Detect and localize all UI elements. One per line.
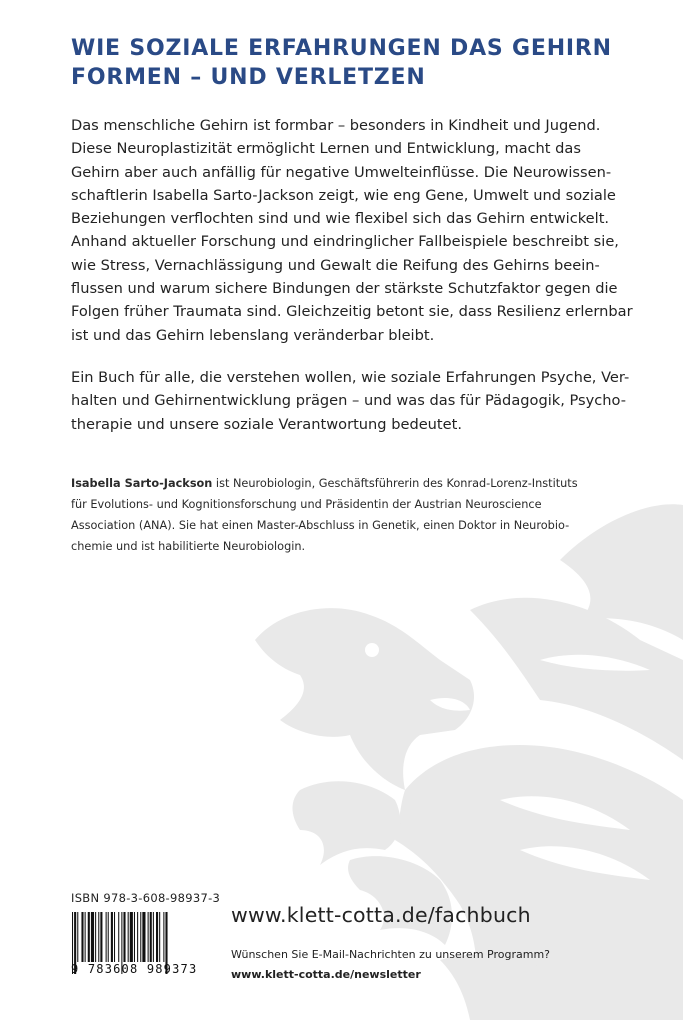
barcode-bar	[88, 912, 90, 962]
description-paragraph-1	[71, 114, 633, 347]
bio-line-1	[71, 473, 611, 494]
text-line: Folgen früher Traumata sind. Gleichzeitig betont sie, dass Resilienz erlernbar	[71, 303, 633, 321]
barcode-bar	[111, 912, 113, 962]
author-name: Isabella Sarto-Jackson	[71, 477, 213, 490]
barcode-bar	[134, 912, 135, 962]
barcode-bar	[91, 912, 94, 962]
barcode-bar	[156, 912, 158, 962]
barcode-bar	[118, 912, 119, 962]
barcode-bar	[150, 912, 152, 962]
text-line: Beziehungen verflochten sind und wie flexibel sich das Gehirn entwickelt.	[71, 210, 610, 228]
barcode-bar	[123, 912, 125, 962]
text-line: flussen und warum sichere Bindungen der stärkste Schutzfaktor gegen die	[71, 280, 618, 298]
bio-line: Association (ANA). Sie hat einen Master-Abschluss in Genetik, einen Doktor in Neurobio-	[71, 519, 570, 532]
barcode-bar	[159, 912, 160, 962]
barcode-bar	[153, 912, 154, 962]
text-line: halten und Gehirnentwicklung prägen – und was das für Pädagogik, Psycho-	[71, 392, 627, 410]
barcode-bar	[106, 912, 107, 962]
text-line: schaftlerin Isabella Sarto-Jackson zeigt, wie eng Gene, Umwelt und soziale	[71, 186, 616, 204]
barcode-bar	[114, 912, 115, 962]
barcode-bar	[95, 912, 96, 962]
text-line: wie Stress, Vernachlässigung und Gewalt die Reifung des Gehirns beein-	[71, 256, 600, 274]
barcode-bar	[137, 912, 138, 962]
text-line: Ein Buch für alle, die verstehen wollen, wie soziale Erfahrungen Psyche, Ver-	[71, 369, 630, 386]
isbn-label: ISBN 978-3-608-98937-3	[71, 891, 221, 905]
description-paragraph-2	[71, 366, 630, 436]
newsletter-prompt: Wünschen Sie E-Mail-Nachrichten zu unserem Programm?	[231, 948, 550, 961]
newsletter-url[interactable]: www.klett-cotta.de/newsletter	[231, 968, 421, 981]
barcode-bar	[142, 912, 145, 962]
text-line: therapie und unsere soziale Verantwortung bedeutet.	[71, 415, 462, 433]
publisher-url[interactable]: www.klett-cotta.de/fachbuch	[231, 903, 531, 927]
barcode-bar	[77, 912, 78, 962]
barcode-bar	[100, 912, 102, 962]
barcode-digits: 9 783608 989373	[71, 962, 198, 976]
text-line: Diese Neuroplastizität ermöglicht Lernen und Entwicklung, macht das	[71, 140, 581, 158]
bio-line: für Evolutions- und Kognitionsforschung und Präsidentin der Austrian Neuroscience	[71, 498, 542, 511]
barcode-bar	[128, 912, 129, 962]
barcode-bar	[85, 912, 86, 962]
barcode-bar	[148, 912, 149, 962]
barcode-bar	[81, 912, 83, 962]
bio-line: chemie und ist habilitierte Neurobiologin.	[71, 540, 306, 553]
barcode-bar	[130, 912, 133, 962]
text-line: Das menschliche Gehirn ist formbar – besonders in Kindheit und Jugend.	[71, 117, 601, 134]
barcode-bar	[163, 912, 164, 962]
title-line-2: FORMEN – UND VERLETZEN	[71, 65, 426, 90]
page-title	[71, 34, 631, 92]
barcode-bar	[108, 912, 109, 962]
title-line-1: WIE SOZIALE ERFAHRUNGEN DAS GEHIRN	[71, 36, 612, 61]
barcode-bar	[98, 912, 99, 962]
text-line: ist und das Gehirn lebenslang veränderbar bleibt.	[71, 326, 435, 344]
bio-line-1-rest: ist Neurobiologin, Geschäftsführerin des Konrad-Lorenz-Instituts	[212, 477, 578, 490]
barcode-bar	[140, 912, 141, 962]
text-line: Gehirn aber auch anfällig für negative Umwelteinflüsse. Die Neurowissen-	[71, 163, 612, 181]
author-bio	[71, 473, 611, 557]
text-line: Anhand aktueller Forschung und eindringlicher Fallbeispiele beschreibt sie,	[71, 233, 619, 251]
